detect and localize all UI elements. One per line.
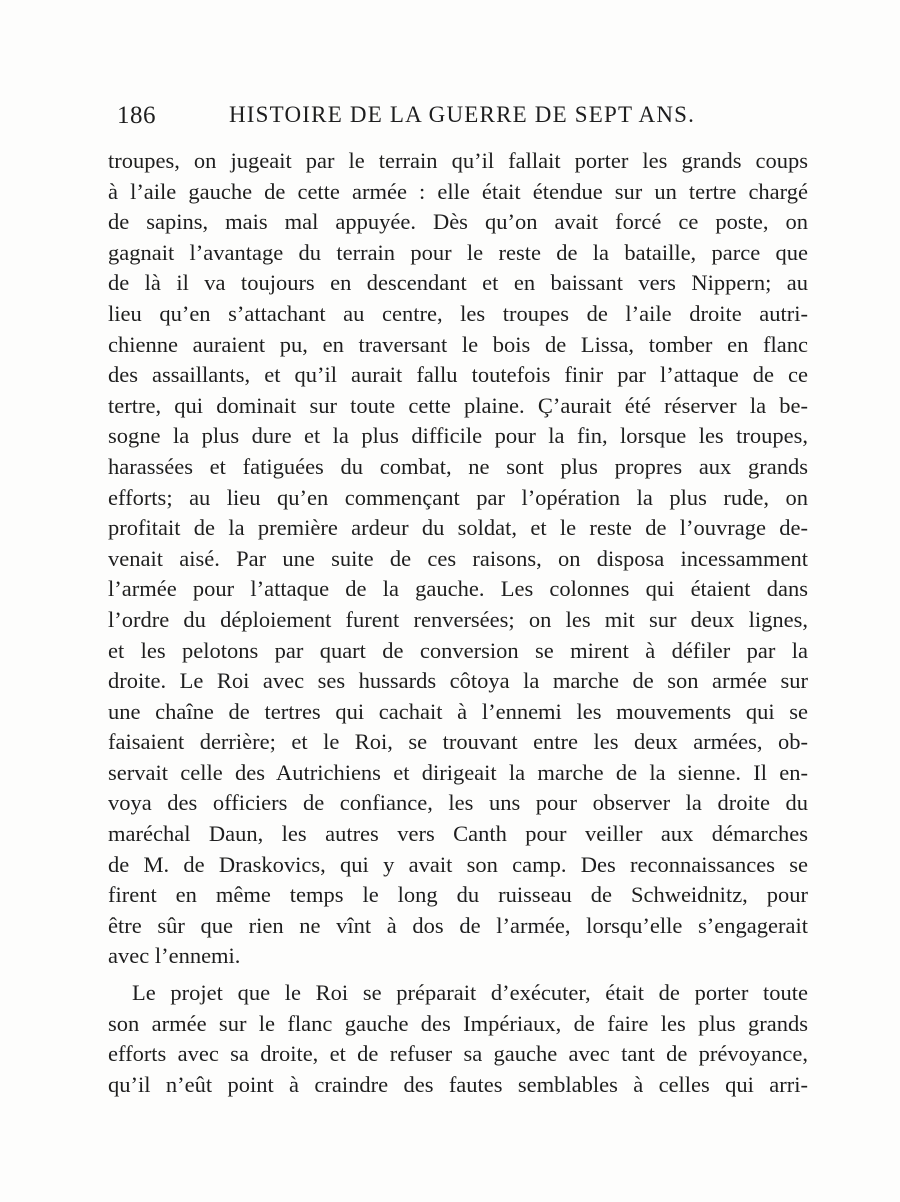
text-line: une chaîne de tertres qui cachait à l’ennemi les mouvements qui se <box>108 698 808 724</box>
text-line: gagnait l’avantage du terrain pour le reste de la bataille, parce que <box>108 239 808 265</box>
text-line: efforts; au lieu qu’en commençant par l’opération la plus rude, on <box>108 484 808 510</box>
paragraph <box>108 978 808 1100</box>
text-line: voya des officiers de confiance, les uns pour observer la droite du <box>108 790 808 816</box>
running-title: HISTOIRE DE LA GUERRE DE SEPT ANS. <box>229 102 696 127</box>
page-number: 186 <box>117 102 156 129</box>
text-line: et les pelotons par quart de conversion se mirent à défiler par la <box>108 637 808 663</box>
paragraph <box>108 146 808 972</box>
text-line: qu’il n’eût point à craindre des fautes semblables à celles qui arri- <box>108 1071 808 1097</box>
text-line: tertre, qui dominait sur toute cette plaine. Ç’aurait été réserver la be- <box>108 392 808 418</box>
text-line: sogne la plus dure et la plus difficile pour la fin, lorsque les troupes, <box>108 423 808 449</box>
text-line: faisaient derrière; et le Roi, se trouvant entre les deux armées, ob- <box>108 729 808 755</box>
text-line: Le projet que le Roi se préparait d’exécuter, était de porter toute <box>132 980 808 1006</box>
text-line: son armée sur le flanc gauche des Impériaux, de faire les plus grands <box>108 1010 808 1036</box>
text-line: harassées et fatiguées du combat, ne sont plus propres aux grands <box>108 453 808 479</box>
text-line: de M. de Draskovics, qui y avait son camp. Des reconnaissances se <box>108 851 808 877</box>
text-line: firent en même temps le long du ruisseau de Schweidnitz, pour <box>108 882 808 908</box>
text-line: de là il va toujours en descendant et en baissant vers Nippern; au <box>108 270 808 296</box>
text-line: l’ordre du déploiement furent renversées; on les mit sur deux lignes, <box>108 606 808 632</box>
text-line: des assaillants, et qu’il aurait fallu toutefois finir par l’attaque de ce <box>108 362 808 388</box>
text-line: chienne auraient pu, en traversant le bois de Lissa, tomber en flanc <box>108 331 808 357</box>
text-line: troupes, on jugeait par le terrain qu’il fallait porter les grands coups <box>108 148 808 173</box>
text-line: être sûr que rien ne vînt à dos de l’armée, lorsqu’elle s’engagerait <box>108 912 808 938</box>
body-text <box>108 146 808 1100</box>
text-line: l’armée pour l’attaque de la gauche. Les colonnes qui étaient dans <box>108 576 808 602</box>
text-line: servait celle des Autrichiens et dirigeait la marche de la sienne. Il en- <box>108 759 808 785</box>
text-line: à l’aile gauche de cette armée : elle était étendue sur un tertre chargé <box>108 178 808 204</box>
text-line: de sapins, mais mal appuyée. Dès qu’on avait forcé ce poste, on <box>108 209 808 235</box>
text-line: profitait de la première ardeur du soldat, et le reste de l’ouvrage de- <box>108 515 808 541</box>
text-line: avec l’ennemi. <box>108 943 241 969</box>
text-line: maréchal Daun, les autres vers Canth pour veiller aux démarches <box>108 821 808 847</box>
text-line: droite. Le Roi avec ses hussards côtoya la marche de son armée sur <box>108 668 808 694</box>
text-line: lieu qu’en s’attachant au centre, les troupes de l’aile droite autri- <box>108 300 808 326</box>
text-line: efforts avec sa droite, et de refuser sa gauche avec tant de prévoyance, <box>108 1041 808 1067</box>
page-header <box>117 102 697 136</box>
text-line: venait aisé. Par une suite de ces raisons, on disposa incessamment <box>108 545 808 571</box>
